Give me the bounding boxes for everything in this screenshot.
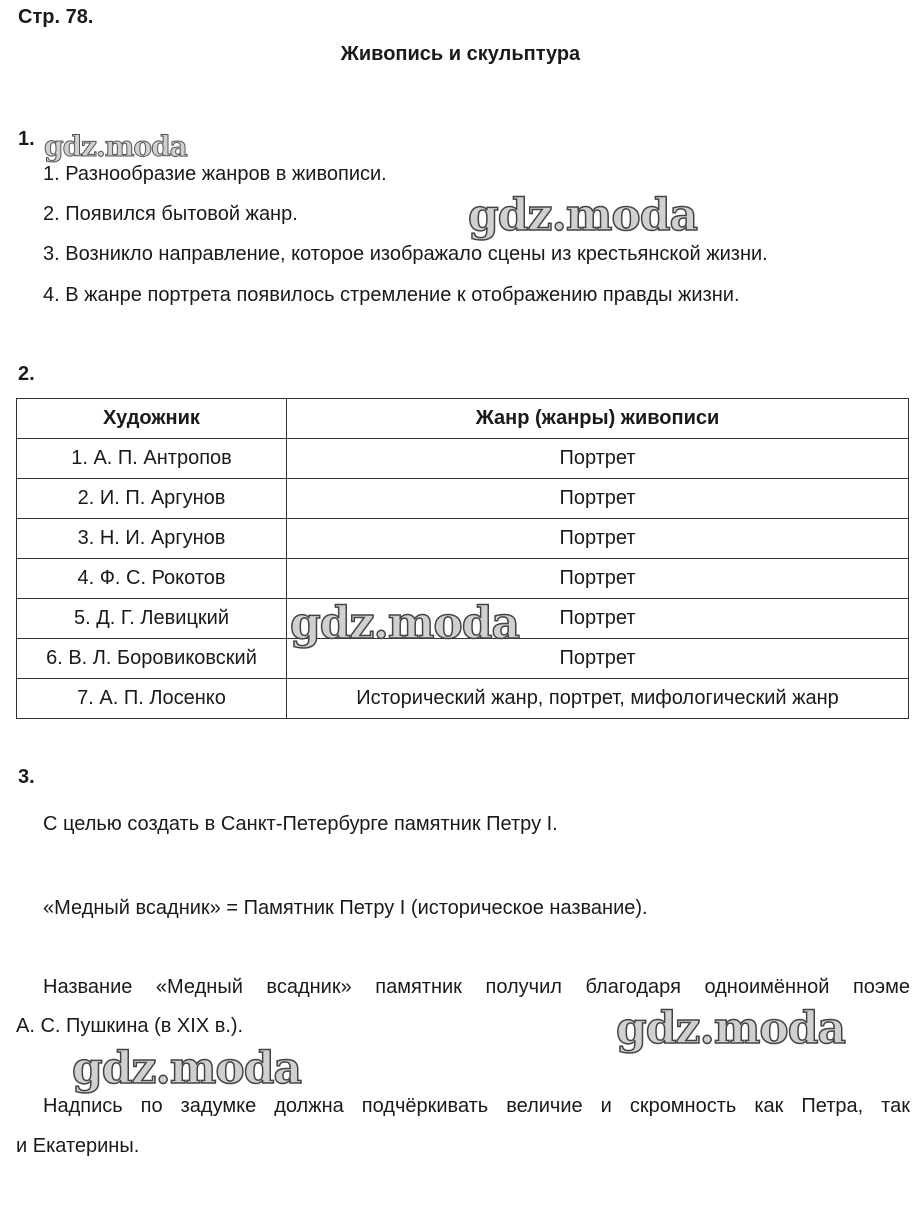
section-3-paragraph: «Медный всадник» = Памятник Петру I (историческое название). (43, 897, 648, 919)
watermark: gdz.moda (72, 1043, 302, 1094)
section-3-number: 3. (18, 766, 35, 788)
artist-cell: 5. Д. Г. Левицкий (17, 599, 287, 639)
column-header-genre: Жанр (жанры) живописи (287, 399, 909, 439)
page-title: Живопись и скульптура (340, 43, 581, 65)
table-row (17, 519, 909, 559)
genres-table (16, 398, 909, 719)
section-3-paragraph: С целью создать в Санкт-Петербурге памятник Петру I. (43, 813, 558, 835)
watermark: gdz.moda (616, 1003, 846, 1054)
artist-cell: 2. И. П. Аргунов (17, 479, 287, 519)
watermark: gdz.moda (290, 598, 520, 649)
artist-cell: 1. А. П. Антропов (17, 439, 287, 479)
section-3-paragraph: Надпись по задумке должна подчёркивать величие и скромность как Петра, так (43, 1095, 910, 1117)
genre-cell: Портрет (287, 479, 909, 519)
section-2-number: 2. (18, 363, 35, 385)
page-number: Стр. 78. (18, 6, 94, 28)
genre-cell: Портрет (287, 439, 909, 479)
section-3-paragraph: Название «Медный всадник» памятник получил благодаря одноимённой поэме (43, 976, 910, 998)
table-header-row (17, 399, 909, 439)
section-1-item: 4. В жанре портрета появилось стремление к отображению правды жизни. (43, 284, 740, 306)
column-header-artist: Художник (17, 399, 287, 439)
section-3-paragraph: и Екатерины. (16, 1135, 140, 1157)
genre-cell: Портрет (287, 519, 909, 559)
watermark: gdz.moda (44, 130, 187, 163)
section-1-item: 2. Появился бытовой жанр. (43, 203, 298, 225)
section-1-item: 1. Разнообразие жанров в живописи. (43, 163, 387, 185)
table-row (17, 559, 909, 599)
table-row (17, 439, 909, 479)
artist-cell: 7. А. П. Лосенко (17, 679, 287, 719)
artist-cell: 3. Н. И. Аргунов (17, 519, 287, 559)
table-row (17, 679, 909, 719)
table-row (17, 479, 909, 519)
section-1-number: 1. (18, 128, 35, 150)
artist-cell: 6. В. Л. Боровиковский (17, 639, 287, 679)
genre-cell: Портрет (287, 599, 909, 639)
watermark: gdz.moda (468, 190, 698, 241)
section-1-item: 3. Возникло направление, которое изображало сцены из крестьянской жизни. (43, 243, 768, 265)
genre-cell: Портрет (287, 639, 909, 679)
section-3-paragraph: А. С. Пушкина (в XIX в.). (16, 1015, 244, 1037)
genre-cell: Портрет (287, 559, 909, 599)
artist-cell: 4. Ф. С. Рокотов (17, 559, 287, 599)
genre-cell: Исторический жанр, портрет, мифологический жанр (287, 679, 909, 719)
